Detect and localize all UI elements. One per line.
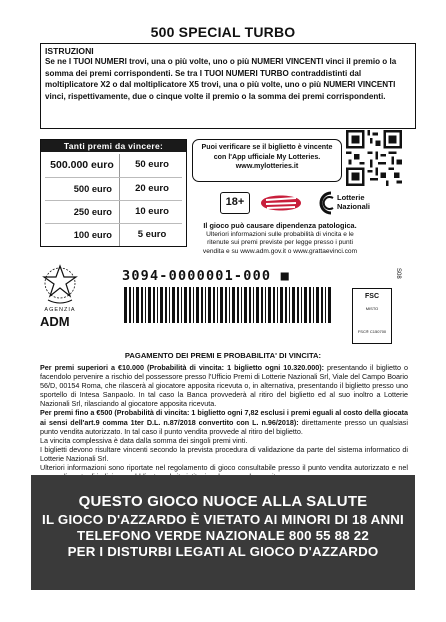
italian-republic-emblem-icon [40, 262, 80, 308]
prize-value: 250 euro [45, 201, 120, 223]
barcode-icon [124, 287, 334, 323]
agency-caption: AGENZIA [44, 307, 76, 313]
prize-value: 500 euro [45, 178, 120, 200]
instructions-box [40, 43, 416, 129]
qr-code-icon [346, 130, 402, 186]
prize-value: 20 euro [135, 183, 169, 194]
prize-value: 500.000 euro [45, 154, 120, 177]
payment-title: PAGAMENTO DEI PREMI E PROBABILITA' DI VINCITA: [124, 351, 322, 360]
ticket-title: 500 SPECIAL TURBO [150, 24, 296, 40]
verify-url: www.mylotteries.it [235, 162, 299, 171]
prize-row [45, 223, 182, 246]
side-code: S08 [395, 268, 401, 279]
verify-line: Puoi verificare se il biglietto è vincente [201, 143, 333, 151]
age-18-badge: 18+ [220, 192, 250, 214]
instructions-text: Se ne I TUOI NUMERI trovi, una o più volte, uno o più NUMERI VINCENTI vinci il premio o la somma dei premi corrispondenti. Se tra I TUOI NUMERI TURBO contraddistinti dal moltiplicatore X2 o dal moltiplicatore X5 trovi, una o più volte, uno o più NUMERI VINCENTI vinci, rispettivamente, due o cinque volte il premio o la somma dei premi corrispondenti. [45, 57, 397, 102]
instructions-heading: ISTRUZIONI [45, 46, 94, 56]
prize-table-heading: Tanti premi da vincere: [41, 140, 186, 152]
app-verify-box [192, 139, 342, 182]
prize-value: 100 euro [45, 224, 120, 246]
fsc-label: FSC MISTO FSC® C150700 [352, 288, 392, 344]
prize-table [40, 139, 187, 247]
prize-value: 10 euro [135, 206, 169, 217]
lotterie-nazionali-label: Lotterie Nazionali [337, 193, 370, 211]
responsible-gaming-warning: Il gioco può causare dipendenza patologica. Ulteriori informazioni sulle probabilità di vincita e le ritenute sui premi previste per legge presso i punti vendita e su www.adm.gov.it o www.grattaevinci.com [202, 221, 358, 255]
prize-row [45, 177, 182, 200]
verify-line: con l'App ufficiale My Lotteries. [213, 152, 321, 161]
adm-logo-label: ADM [40, 314, 70, 329]
health-warning-banner: QUESTO GIOCO NUOCE ALLA SALUTE IL GIOCO D'AZZARDO È VIETATO AI MINORI DI 18 ANNI TELEFONO VERDE NAZIONALE 800 55 88 22 PER I DISTURBI LEGATI AL GIOCO D'AZZARDO [31, 475, 415, 590]
fsc-logo-icon: FSC [365, 293, 379, 300]
gioco-senza-esagerare-logo-icon [257, 189, 305, 217]
prize-value: 50 euro [135, 159, 169, 170]
prize-row [45, 200, 182, 223]
prize-value: 5 euro [137, 229, 167, 240]
payment-text: Per premi superiori a €10.000 (Probabilità di vincita: 1 biglietto ogni 10.320.000): presentando il biglietto o facendolo pervenire a rischio del possessore presso l'Ufficio Premi di Lotterie Nazionali Srl, Viale del Campo Boario 56/D, 00154 Roma, che rilascerà al giocatore apposita ricevuta o, in alternativa, presentando il biglietto presso uno sportello di Intesa Sanpaolo. In tal caso la Banca provvederà al ritiro del biglietto ed al suo inoltro a Lotterie Nazionali Srl, rilasciando al giocatore apposita ricevuta. Per premi fino a €500 (Probabilità di vincita: 1 biglietto ogni 7,82 esclusi i premi eguali al costo della giocata ai sensi dell'art.9 comma 1ter D.L. n.87/2018 convertito con L. n.96/2018): direttamente presso un qualsiasi punto vendita autorizzato. In tal caso il punto vendita provvede al ritiro del biglietto. La vincita complessiva è data dalla somma dei singoli premi vinti. I biglietti devono risultare vincenti secondo la prevista procedura di validazione da parte del sistema informatico di Lotterie Nazionali Srl. Ulteriori informazioni sono riportate nel regolamento di gioco consultabile presso il punto vendita autorizzato e nel [40, 363, 408, 473]
serial-number: 3094-0000001-000 ■ [122, 268, 290, 284]
prize-row [45, 154, 182, 177]
